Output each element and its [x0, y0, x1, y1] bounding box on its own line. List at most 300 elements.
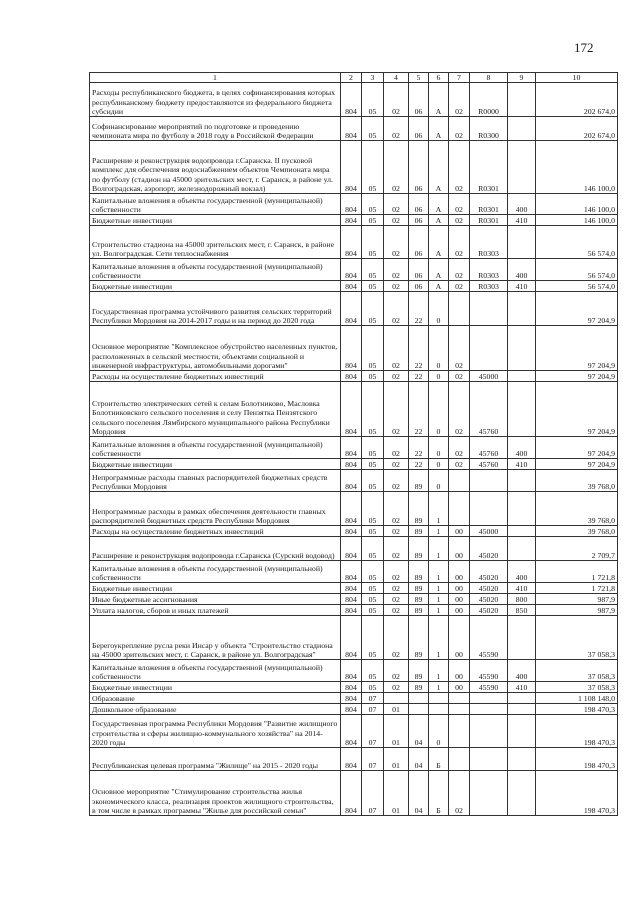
direction-code: R0301: [470, 215, 508, 226]
subprogram-code: 0: [429, 292, 449, 326]
program-code: 06: [409, 226, 429, 259]
subprogram-code: 1: [429, 583, 449, 594]
subsection-code: 01: [384, 704, 409, 715]
table-row: [90, 259, 618, 281]
section-code: 05: [362, 470, 384, 492]
row-description: Расширение и реконструкция водопровода г.Саранска (Сурский водовод): [90, 537, 341, 561]
column-header: 1: [90, 73, 341, 83]
row-description: Капитальные вложения в объекты государственной (муниципальной) собственности: [90, 660, 341, 682]
event-code: 02: [449, 382, 470, 437]
expense-type-code: 800: [508, 594, 536, 605]
subsection-code: 02: [384, 83, 409, 117]
amount: 146 100,0: [536, 141, 618, 194]
ministry-code: 804: [341, 292, 362, 326]
program-code: 22: [409, 292, 429, 326]
row-description: Бюджетные инвестиции: [90, 583, 341, 594]
event-code: 02: [449, 141, 470, 194]
program-code: 22: [409, 371, 429, 382]
section-code: 07: [362, 748, 384, 771]
table-body: [90, 83, 618, 816]
amount: 97 204,9: [536, 326, 618, 371]
section-code: 05: [362, 583, 384, 594]
amount: 146 100,0: [536, 194, 618, 215]
row-description: Капитальные вложения в объекты государственной (муниципальной) собственности: [90, 194, 341, 215]
event-code: 02: [449, 459, 470, 470]
expense-type-code: [508, 470, 536, 492]
expense-type-code: 410: [508, 215, 536, 226]
row-description: Основное мероприятие "Комплексное обустройство населенных пунктов, расположенных в сельской местности, объектами социальной и инженерной инфраструктуры, автомобильными дорогами": [90, 326, 341, 371]
program-code: 04: [409, 771, 429, 816]
event-code: 02: [449, 371, 470, 382]
column-header: 8: [470, 73, 508, 83]
event-code: 02: [449, 194, 470, 215]
ministry-code: 804: [341, 470, 362, 492]
subprogram-code: 1: [429, 594, 449, 605]
subsection-code: 02: [384, 583, 409, 594]
program-code: 22: [409, 459, 429, 470]
ministry-code: 804: [341, 526, 362, 537]
row-description: Бюджетные инвестиции: [90, 682, 341, 693]
section-code: 05: [362, 215, 384, 226]
amount: 987,9: [536, 594, 618, 605]
event-code: [449, 492, 470, 526]
subprogram-code: А: [429, 83, 449, 117]
subsection-code: 02: [384, 141, 409, 194]
subsection-code: 02: [384, 470, 409, 492]
table-row: [90, 117, 618, 141]
table-row: [90, 771, 618, 816]
subprogram-code: 1: [429, 605, 449, 616]
section-code: 05: [362, 682, 384, 693]
expense-type-code: [508, 693, 536, 704]
subprogram-code: 1: [429, 526, 449, 537]
event-code: 02: [449, 281, 470, 292]
expense-type-code: [508, 141, 536, 194]
section-code: 05: [362, 526, 384, 537]
section-code: 05: [362, 292, 384, 326]
subprogram-code: 0: [429, 715, 449, 748]
direction-code: 45760: [470, 437, 508, 459]
expense-type-code: 400: [508, 259, 536, 281]
row-description: Иные бюджетные ассигнования: [90, 594, 341, 605]
subprogram-code: А: [429, 259, 449, 281]
ministry-code: 804: [341, 141, 362, 194]
expense-type-code: 400: [508, 561, 536, 583]
direction-code: 45020: [470, 594, 508, 605]
row-description: Капитальные вложения в объекты государственной (муниципальной) собственности: [90, 561, 341, 583]
page-number: 172: [574, 40, 594, 55]
table-row: [90, 715, 618, 748]
direction-code: 45760: [470, 459, 508, 470]
direction-code: [470, 693, 508, 704]
row-description: Бюджетные инвестиции: [90, 281, 341, 292]
subsection-code: 02: [384, 526, 409, 537]
table-row: [90, 583, 618, 594]
subsection-code: 02: [384, 194, 409, 215]
direction-code: 45000: [470, 371, 508, 382]
program-code: 89: [409, 537, 429, 561]
ministry-code: 804: [341, 537, 362, 561]
event-code: 02: [449, 226, 470, 259]
ministry-code: 804: [341, 693, 362, 704]
table-row: [90, 83, 618, 117]
direction-code: 45760: [470, 382, 508, 437]
subprogram-code: 0: [429, 470, 449, 492]
row-description: Расходы на осуществление бюджетных инвестиций: [90, 371, 341, 382]
subprogram-code: 1: [429, 660, 449, 682]
expense-type-code: [508, 704, 536, 715]
section-code: 05: [362, 537, 384, 561]
table-row: [90, 215, 618, 226]
amount: 146 100,0: [536, 215, 618, 226]
expense-type-code: [508, 526, 536, 537]
ministry-code: 804: [341, 326, 362, 371]
subsection-code: 02: [384, 226, 409, 259]
ministry-code: 804: [341, 371, 362, 382]
table-row: [90, 226, 618, 259]
direction-code: R0301: [470, 194, 508, 215]
table-row: [90, 492, 618, 526]
amount: 987,9: [536, 605, 618, 616]
section-code: 05: [362, 459, 384, 470]
subsection-code: 02: [384, 437, 409, 459]
program-code: 06: [409, 141, 429, 194]
amount: 198 470,3: [536, 748, 618, 771]
section-code: 05: [362, 371, 384, 382]
amount: 56 574,0: [536, 281, 618, 292]
row-description: Расходы на осуществление бюджетных инвестиций: [90, 526, 341, 537]
event-code: 02: [449, 259, 470, 281]
row-description: Строительство электрических сетей к селам Болотниково, Масловка Болотниковского сельского поселения и селу Пензятка Пензятского сельского поселения Лямбирского муниципального района Республики Мордовия: [90, 382, 341, 437]
expense-type-code: 400: [508, 194, 536, 215]
row-description: Расходы республиканского бюджета, в целях софинансирования которых республиканскому бюджету предоставляются из федерального бюджета субсидии: [90, 83, 341, 117]
subsection-code: 02: [384, 382, 409, 437]
direction-code: [470, 748, 508, 771]
program-code: 06: [409, 259, 429, 281]
table-row: [90, 194, 618, 215]
expense-type-code: [508, 492, 536, 526]
expense-type-code: 400: [508, 437, 536, 459]
direction-code: 45020: [470, 583, 508, 594]
subprogram-code: А: [429, 117, 449, 141]
subsection-code: 02: [384, 371, 409, 382]
subprogram-code: А: [429, 194, 449, 215]
program-code: 89: [409, 660, 429, 682]
section-code: 05: [362, 83, 384, 117]
program-code: [409, 704, 429, 715]
row-description: Бюджетные инвестиции: [90, 215, 341, 226]
table-row: [90, 371, 618, 382]
direction-code: [470, 292, 508, 326]
subsection-code: 02: [384, 215, 409, 226]
ministry-code: 804: [341, 583, 362, 594]
section-code: 07: [362, 715, 384, 748]
subsection-code: 02: [384, 492, 409, 526]
row-description: Бюджетные инвестиции: [90, 459, 341, 470]
ministry-code: 804: [341, 660, 362, 682]
amount: 97 204,9: [536, 371, 618, 382]
amount: 97 204,9: [536, 459, 618, 470]
subsection-code: 02: [384, 537, 409, 561]
subsection-code: 01: [384, 715, 409, 748]
expense-type-code: 850: [508, 605, 536, 616]
program-code: 22: [409, 382, 429, 437]
amount: 97 204,9: [536, 382, 618, 437]
amount: 1 721,8: [536, 583, 618, 594]
direction-code: [470, 470, 508, 492]
direction-code: 45000: [470, 526, 508, 537]
table-row: [90, 605, 618, 616]
event-code: 00: [449, 561, 470, 583]
direction-code: 45590: [470, 616, 508, 660]
subsection-code: 02: [384, 292, 409, 326]
ministry-code: 804: [341, 616, 362, 660]
amount: 37 058,3: [536, 682, 618, 693]
event-code: 00: [449, 616, 470, 660]
table-row: [90, 682, 618, 693]
ministry-code: 804: [341, 459, 362, 470]
row-description: Образование: [90, 693, 341, 704]
ministry-code: 804: [341, 748, 362, 771]
event-code: 02: [449, 326, 470, 371]
row-description: Государственная программа Республики Мордовия "Развитие жилищного строительства и сферы жилищно-коммунального хозяйства" на 2014-2020 годы: [90, 715, 341, 748]
column-header: 10: [536, 73, 618, 83]
row-description: Непрограммные расходы в рамках обеспечения деятельности главных распорядителей бюджетных средств Республики Мордовия: [90, 492, 341, 526]
subprogram-code: А: [429, 226, 449, 259]
subsection-code: 02: [384, 682, 409, 693]
direction-code: 45590: [470, 660, 508, 682]
table-row: [90, 693, 618, 704]
amount: 2 709,7: [536, 537, 618, 561]
column-header: 2: [341, 73, 362, 83]
section-code: 05: [362, 382, 384, 437]
subprogram-code: Б: [429, 748, 449, 771]
amount: 1 108 148,0: [536, 693, 618, 704]
subsection-code: 01: [384, 748, 409, 771]
section-code: 05: [362, 117, 384, 141]
program-code: 06: [409, 281, 429, 292]
expense-type-code: 400: [508, 660, 536, 682]
direction-code: R0000: [470, 83, 508, 117]
ministry-code: 804: [341, 771, 362, 816]
row-description: Берегоукрепление русла реки Инсар у объекта "Строительство стадиона на 45000 зрительских мест, г. Саранск, в районе ул. Волгоградская": [90, 616, 341, 660]
column-header: 3: [362, 73, 384, 83]
subsection-code: 02: [384, 660, 409, 682]
ministry-code: 804: [341, 437, 362, 459]
table-row: [90, 141, 618, 194]
expense-type-code: [508, 382, 536, 437]
subsection-code: 02: [384, 605, 409, 616]
program-code: 89: [409, 526, 429, 537]
table-row: [90, 561, 618, 583]
subprogram-code: 1: [429, 492, 449, 526]
subprogram-code: 0: [429, 371, 449, 382]
program-code: 89: [409, 492, 429, 526]
subprogram-code: Б: [429, 771, 449, 816]
table-row: [90, 459, 618, 470]
direction-code: 45020: [470, 537, 508, 561]
program-code: 06: [409, 83, 429, 117]
event-code: [449, 748, 470, 771]
subsection-code: 02: [384, 117, 409, 141]
column-header: 6: [429, 73, 449, 83]
row-description: Непрограммные расходы главных распорядителей бюджетных средств Республики Мордовия: [90, 470, 341, 492]
subsection-code: 02: [384, 459, 409, 470]
ministry-code: 804: [341, 605, 362, 616]
table-row: [90, 382, 618, 437]
ministry-code: 804: [341, 83, 362, 117]
expense-type-code: 410: [508, 682, 536, 693]
ministry-code: 804: [341, 281, 362, 292]
direction-code: R0300: [470, 117, 508, 141]
table-row: [90, 616, 618, 660]
subprogram-code: А: [429, 141, 449, 194]
program-code: 06: [409, 117, 429, 141]
expense-type-code: [508, 537, 536, 561]
subprogram-code: А: [429, 281, 449, 292]
event-code: [449, 704, 470, 715]
budget-table: [89, 72, 618, 816]
row-description: Строительство стадиона на 45000 зрительских мест, г. Саранск, в районе ул. Волгоградская. Сети теплоснабжения: [90, 226, 341, 259]
amount: 39 768,0: [536, 470, 618, 492]
event-code: 02: [449, 771, 470, 816]
subprogram-code: 0: [429, 326, 449, 371]
ministry-code: 804: [341, 226, 362, 259]
amount: 1 721,8: [536, 561, 618, 583]
subprogram-code: 0: [429, 382, 449, 437]
expense-type-code: [508, 371, 536, 382]
subsection-code: [384, 693, 409, 704]
event-code: 00: [449, 537, 470, 561]
direction-code: [470, 704, 508, 715]
expense-type-code: [508, 616, 536, 660]
amount: 56 574,0: [536, 259, 618, 281]
row-description: Основное мероприятие "Стимулирование строительства жилья экономического класса, реализация проектов жилищного строительства, в том числе в рамках программы "Жилье для российской семьи": [90, 771, 341, 816]
expense-type-code: [508, 715, 536, 748]
table-row: [90, 748, 618, 771]
event-code: [449, 715, 470, 748]
direction-code: [470, 715, 508, 748]
row-description: Уплата налогов, сборов и иных платежей: [90, 605, 341, 616]
ministry-code: 804: [341, 561, 362, 583]
ministry-code: 804: [341, 715, 362, 748]
direction-code: R0303: [470, 226, 508, 259]
table-row: [90, 326, 618, 371]
expense-type-code: [508, 326, 536, 371]
table-row: [90, 526, 618, 537]
event-code: [449, 693, 470, 704]
section-code: 05: [362, 616, 384, 660]
event-code: 02: [449, 83, 470, 117]
event-code: 02: [449, 437, 470, 459]
section-code: 05: [362, 605, 384, 616]
program-code: 22: [409, 437, 429, 459]
direction-code: R0301: [470, 141, 508, 194]
expense-type-code: [508, 117, 536, 141]
subsection-code: 02: [384, 259, 409, 281]
section-code: 05: [362, 437, 384, 459]
direction-code: R0303: [470, 259, 508, 281]
amount: 202 674,0: [536, 83, 618, 117]
event-code: 02: [449, 117, 470, 141]
section-code: 07: [362, 704, 384, 715]
subprogram-code: 0: [429, 437, 449, 459]
section-code: 05: [362, 194, 384, 215]
subprogram-code: [429, 704, 449, 715]
row-description: Капитальные вложения в объекты государственной (муниципальной) собственности: [90, 437, 341, 459]
program-code: 89: [409, 682, 429, 693]
table-row: [90, 437, 618, 459]
expense-type-code: [508, 748, 536, 771]
table-row: [90, 537, 618, 561]
program-code: 06: [409, 215, 429, 226]
subprogram-code: [429, 693, 449, 704]
amount: 37 058,3: [536, 660, 618, 682]
direction-code: [470, 326, 508, 371]
section-code: 05: [362, 594, 384, 605]
section-code: 05: [362, 660, 384, 682]
expense-type-code: [508, 771, 536, 816]
subsection-code: 02: [384, 561, 409, 583]
direction-code: [470, 492, 508, 526]
table-row: [90, 470, 618, 492]
section-code: 05: [362, 281, 384, 292]
amount: 198 470,3: [536, 704, 618, 715]
subsection-code: 02: [384, 616, 409, 660]
direction-code: [470, 771, 508, 816]
program-code: 89: [409, 616, 429, 660]
amount: 198 470,3: [536, 771, 618, 816]
row-description: Дошкольное образование: [90, 704, 341, 715]
section-code: 05: [362, 561, 384, 583]
subprogram-code: 1: [429, 561, 449, 583]
section-code: 05: [362, 141, 384, 194]
section-code: 07: [362, 693, 384, 704]
expense-type-code: [508, 292, 536, 326]
table-row: [90, 292, 618, 326]
amount: 56 574,0: [536, 226, 618, 259]
table-row: [90, 594, 618, 605]
ministry-code: 804: [341, 594, 362, 605]
event-code: 02: [449, 215, 470, 226]
subsection-code: 02: [384, 594, 409, 605]
row-description: Государственная программа устойчивого развития сельских территорий Республики Мордовия на 2014-2017 годы и на период до 2020 года: [90, 292, 341, 326]
direction-code: 45020: [470, 561, 508, 583]
event-code: 00: [449, 682, 470, 693]
ministry-code: 804: [341, 215, 362, 226]
event-code: [449, 292, 470, 326]
subprogram-code: А: [429, 215, 449, 226]
event-code: 00: [449, 583, 470, 594]
event-code: 00: [449, 605, 470, 616]
ministry-code: 804: [341, 259, 362, 281]
section-code: 05: [362, 226, 384, 259]
table-row: [90, 704, 618, 715]
ministry-code: 804: [341, 682, 362, 693]
ministry-code: 804: [341, 194, 362, 215]
column-header: 4: [384, 73, 409, 83]
subsection-code: 02: [384, 281, 409, 292]
expense-type-code: [508, 226, 536, 259]
program-code: 06: [409, 194, 429, 215]
amount: 97 204,9: [536, 292, 618, 326]
direction-code: 45020: [470, 605, 508, 616]
event-code: 00: [449, 526, 470, 537]
ministry-code: 804: [341, 382, 362, 437]
event-code: 00: [449, 660, 470, 682]
subprogram-code: 0: [429, 459, 449, 470]
subsection-code: 01: [384, 771, 409, 816]
